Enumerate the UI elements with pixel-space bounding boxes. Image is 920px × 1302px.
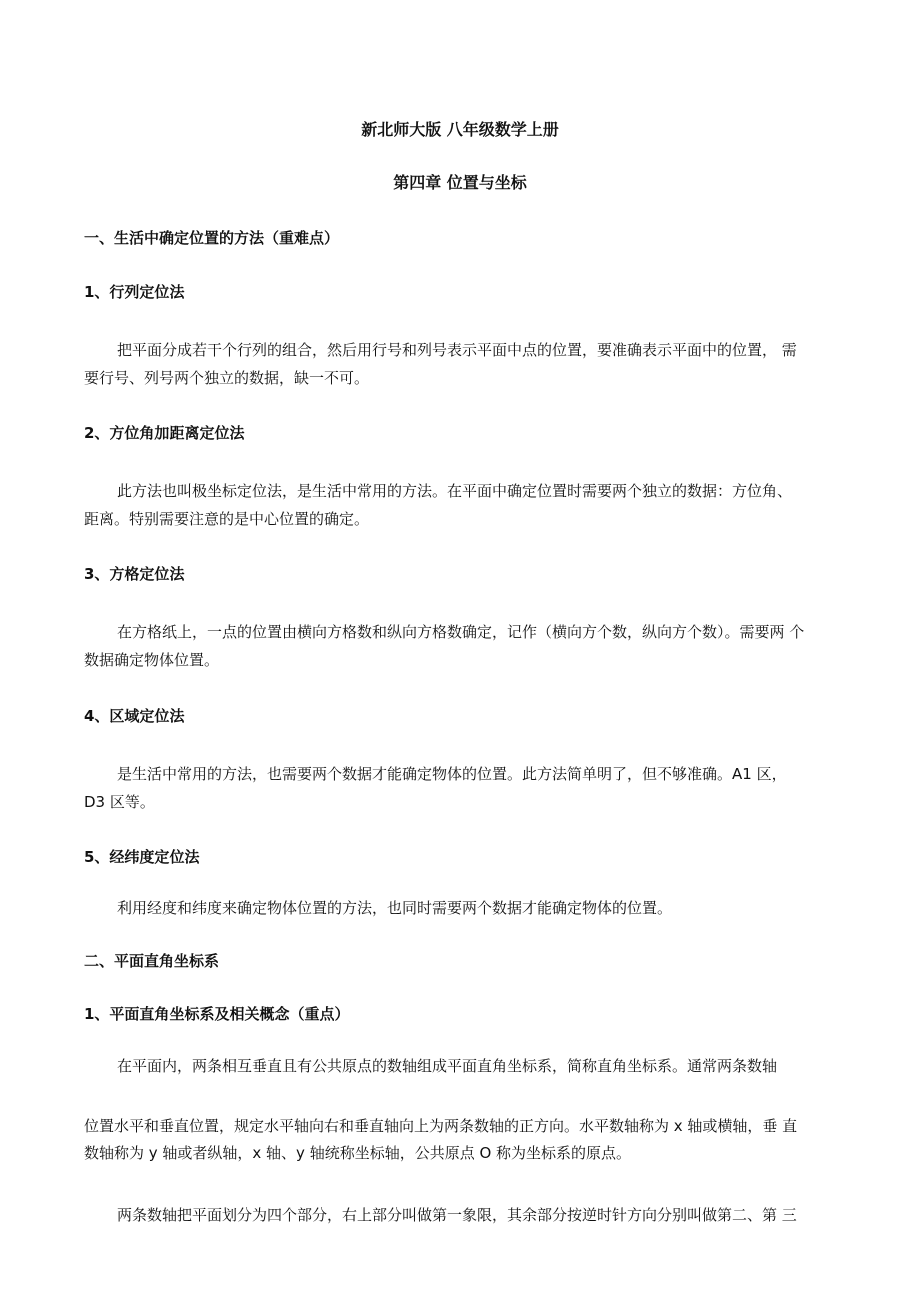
section-heading-2: 二、平面直角坐标系 xyxy=(84,952,220,970)
paragraph-line: 在方格纸上，一点的位置由横向方格数和纵向方格数确定，记作（横向方个数，纵向方个数）。需要两 个 xyxy=(117,623,805,641)
paragraph-line: 两条数轴把平面划分为四个部分，右上部分叫做第一象限，其余部分按逆时针方向分别叫做第二、第 三 xyxy=(117,1206,797,1224)
method-heading-2: 2、方位角加距离定位法 xyxy=(84,424,245,442)
paragraph-line: 是生活中常用的方法，也需要两个数据才能确定物体的位置。此方法简单明了，但不够准确。A1 区， xyxy=(117,765,787,783)
method-heading-1: 1、行列定位法 xyxy=(84,283,185,301)
section-heading-1: 一、生活中确定位置的方法（重难点） xyxy=(84,229,340,247)
paragraph-line: 利用经度和纬度来确定物体位置的方法，也同时需要两个数据才能确定物体的位置。 xyxy=(117,899,673,917)
paragraph-line: 位置水平和垂直位置，规定水平轴向右和垂直轴向上为两条数轴的正方向。水平数轴称为 x 轴或横轴，垂 直 xyxy=(84,1117,798,1135)
paragraph-line: 数据确定物体位置。 xyxy=(84,651,220,669)
subsection-heading-1: 1、平面直角坐标系及相关概念（重点） xyxy=(84,1005,350,1023)
paragraph-line: 距离。特别需要注意的是中心位置的确定。 xyxy=(84,510,370,528)
paragraph-line: 数轴称为 y 轴或者纵轴，x 轴、y 轴统称坐标轴，公共原点 O 称为坐标系的原点。 xyxy=(84,1144,632,1162)
method-heading-5: 5、经纬度定位法 xyxy=(84,848,200,866)
chapter-title: 第四章 位置与坐标 xyxy=(393,173,527,192)
paragraph-line: 要行号、列号两个独立的数据，缺一不可。 xyxy=(84,369,370,387)
document-title: 新北师大版 八年级数学上册 xyxy=(361,120,559,139)
method-heading-4: 4、区域定位法 xyxy=(84,707,185,725)
paragraph-line: 在平面内，两条相互垂直且有公共原点的数轴组成平面直角坐标系，简称直角坐标系。通常两条数轴 xyxy=(117,1057,778,1075)
paragraph-line: 把平面分成若干个行列的组合，然后用行号和列号表示平面中点的位置，要准确表示平面中的位置， 需 xyxy=(117,341,797,359)
paragraph-line: D3 区等。 xyxy=(84,793,155,811)
paragraph-line: 此方法也叫极坐标定位法，是生活中常用的方法。在平面中确定位置时需要两个独立的数据：方位角、 xyxy=(117,482,793,500)
method-heading-3: 3、方格定位法 xyxy=(84,565,185,583)
